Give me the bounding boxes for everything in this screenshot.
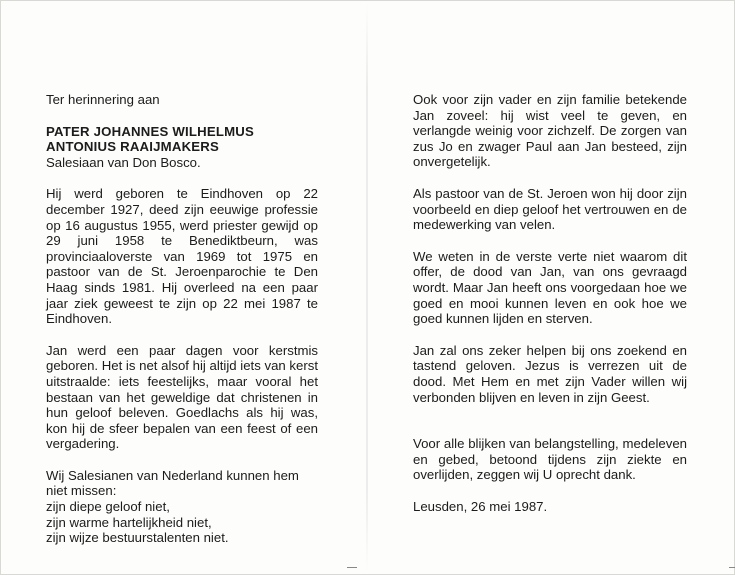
biography-paragraph: Hij werd geboren te Eindhoven op 22 december 1927, deed zijn eeuwige professie op 16 augustus 1955, werd priester gewijd op 29 juni 1958 te Benediktbeurn, was provinciaaloverste van 1969 tot 1975 en pastoor van de St. Jeroenparochie te Den Haag sinds 1981. Hij overleed na een paar jaar ziek geweest te zijn op 22 mei 1987 te Eindhoven. <box>46 186 318 327</box>
salesians-line: zijn diepe geloof niet, <box>46 499 170 515</box>
corner-mark <box>729 567 735 568</box>
intro-text: Ter herinnering aan <box>46 92 160 107</box>
salesians-line: zijn warme hartelijkheid niet, <box>46 514 212 530</box>
deceased-name-line1: PATER JOHANNES WILHELMUS <box>46 123 254 139</box>
pastor-paragraph: Als pastoor van de St. Jeroen won hij door zijn voorbeeld en diep geloof het vertrouwen en de medewerking van velen. <box>413 185 687 233</box>
card-fold <box>366 4 368 572</box>
fold-mark <box>347 567 357 568</box>
right-page <box>413 92 687 514</box>
salesians-line: zijn wijze bestuurstalenten niet. <box>46 530 229 546</box>
sacrifice-paragraph: We weten in de verste verte niet waarom dit offer, de dood van Jan, van ons gevraagd wordt. Maar Jan heeft ons voorgedaan hoe we goed en mooi kunnen leven en ook hoe we goed kunnen lijden en sterven. <box>413 248 687 327</box>
place-date: Leusden, 26 mei 1987. <box>413 498 548 514</box>
thanks-paragraph: Voor alle blijken van belangstelling, medeleven en gebed, betoond tijdens zijn ziekte en overlijden, zeggen wij U oprecht dank. <box>413 436 687 483</box>
salesians-intro: Wij Salesianen van Nederland kunnen hem niet missen: <box>46 467 299 499</box>
family-paragraph: Ook voor zijn vader en zijn familie betekende Jan zoveel: hij wist veel te geven, en verlangde weinig voor zichzelf. De zorgen van zus Jo en zwager Paul aan Jan besteed, zijn onvergetelijk. <box>413 92 687 170</box>
left-page <box>46 92 318 546</box>
deceased-name-line2: ANTONIUS RAAIJMAKERS <box>46 139 220 155</box>
character-paragraph: Jan werd een paar dagen voor kerstmis geboren. Het is net alsof hij altijd iets van kerst uitstraalde: iets feestelijks, maar vooral het bestaan van het geweldige dat christenen in hun geloof beleven. Goedlachs als hij was, kon hij de sfeer bepalen van een feest of een vergadering. <box>46 342 318 452</box>
deceased-subtitle: Salesiaan van Don Bosco. <box>46 154 201 170</box>
faith-paragraph: Jan zal ons zeker helpen bij ons zoekend en tastend geloven. Jezus is verrezen uit de dood. Met Hem en met zijn Vader willen wij verbonden blijven en leven in zijn Geest. <box>413 342 687 405</box>
